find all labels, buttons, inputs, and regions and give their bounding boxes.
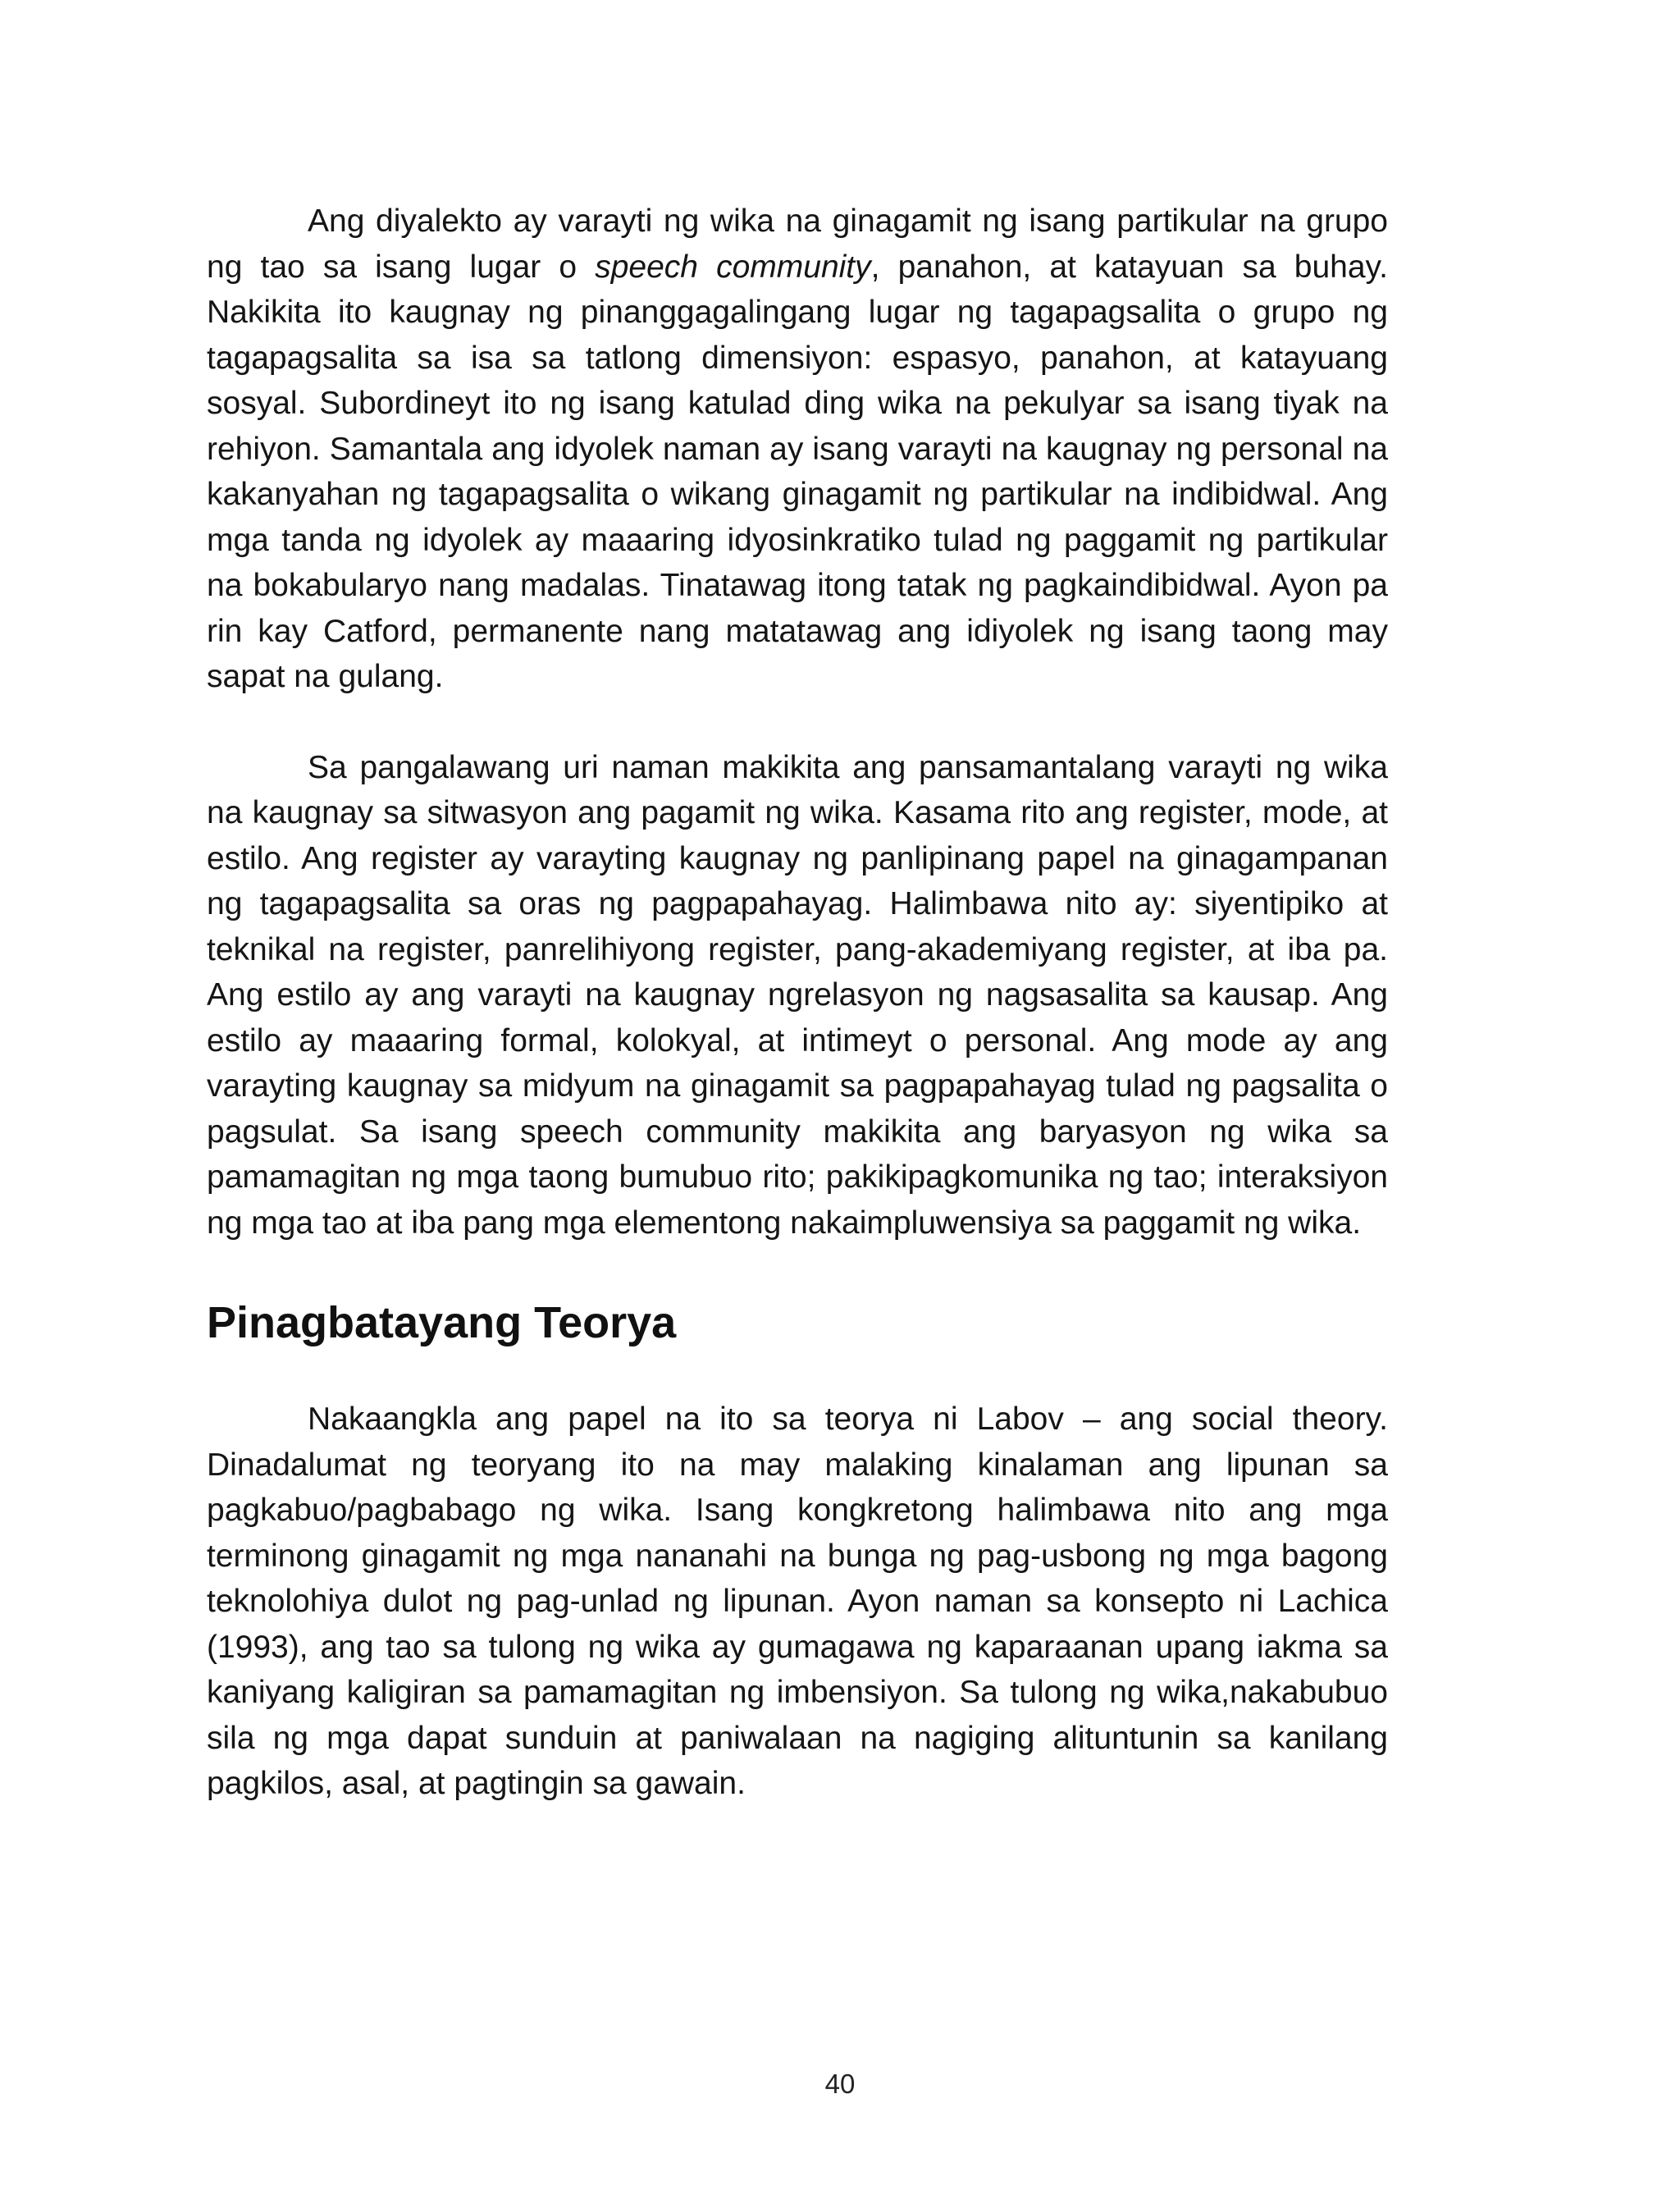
paragraph-register-mode-style: Sa pangalawang uri naman makikita ang pansamantalang varayti ng wika na kaugnay sa sitwasyon ang pagamit ng wika. Kasama rito ang register, mode, at estilo. Ang register ay varayting kaugnay ng panlipinang papel na ginagampanan ng tagapagsalita sa oras ng pagpapahayag. Halimbawa nito ay: siyentipiko at teknikal na register, panrelihiyong register, pang-akademiyang register, at iba pa. Ang estilo ay ang varayti na kaugnay ngrelasyon ng nagsasalita sa kausap. Ang estilo ay maaaring formal, kolokyal, at intimeyt o personal. Ang mode ay ang varayting kaugnay sa midyum na ginagamit sa pagpapahayag tulad ng pagsalita o pagsulat. Sa isang speech community makikita ang baryasyon ng wika sa pamamagitan ng mga taong bumubuo rito; pakikipagkomunika ng tao; interaksiyon ng mga tao at iba pang mga elementong nakaimpluwensiya sa paggamit ng wika. <box>207 749 1388 1241</box>
paragraph-1-text-cont: , panahon, at katayuan sa buhay. Nakikita ito kaugnay ng pinanggagalingang lugar ng tagapagsalita o grupo ng tagapagsalita sa isa sa tatlong dimensiyon: espasyo, panahon, at katayuang sosyal. Subordineyt ito ng isang katulad ding wika na pekulyar sa isang tiyak na rehiyon. Samantala ang idyolek naman ay isang varayti na kaugnay ng personal na kakanyahan ng tagapagsalita o wikang ginagamit ng partikular na indibidwal. Ang mga tanda ng idyolek ay maaaring idyosinkratiko tulad ng paggamit ng partikular na bokabularyo nang madalas. Tinatawag itong tatak ng pagkaindibidwal. Ayon pa rin kay Catford, permanente nang matatawag ang idiyolek ng isang taong may sapat na gulang. <box>207 249 1388 694</box>
section-heading: Pinagbatayang Teorya <box>207 1298 677 1347</box>
page-body <box>207 199 1388 1807</box>
paragraph-social-theory: Nakaangkla ang papel na ito sa teorya ni Labov – ang social theory. Dinadalumat ng teoryang ito na may malaking kinalaman ang lipunan sa pagkabuo/pagbabago ng wika. Isang kongkretong halimbawa nito ang mga terminong ginagamit ng mga nananahi na bunga ng pag-usbong ng mga bagong teknolohiya dulot ng pag-unlad ng lipunan. Ayon naman sa konsepto ni Lachica (1993), ang tao sa tulong ng wika ay gumagawa ng kaparaanan upang iakma sa kaniyang kaligiran sa pamamagitan ng imbensiyon. Sa tulong ng wika,nakabubuo sila ng mga dapat sunduin at paniwalaan na nagiging alituntunin sa kanilang pagkilos, asal, at pagtingin sa gawain. <box>207 1401 1388 1801</box>
paragraph-dialect-idiolect <box>207 199 1388 700</box>
paragraph-1-text: Ang diyalekto ay varayti ng wika na ginagamit ng isang partikular na grupo ng tao sa isang lugar o <box>207 203 1388 285</box>
italic-term-speech-community: speech community <box>595 249 871 285</box>
page-number: 40 <box>824 2069 856 2099</box>
